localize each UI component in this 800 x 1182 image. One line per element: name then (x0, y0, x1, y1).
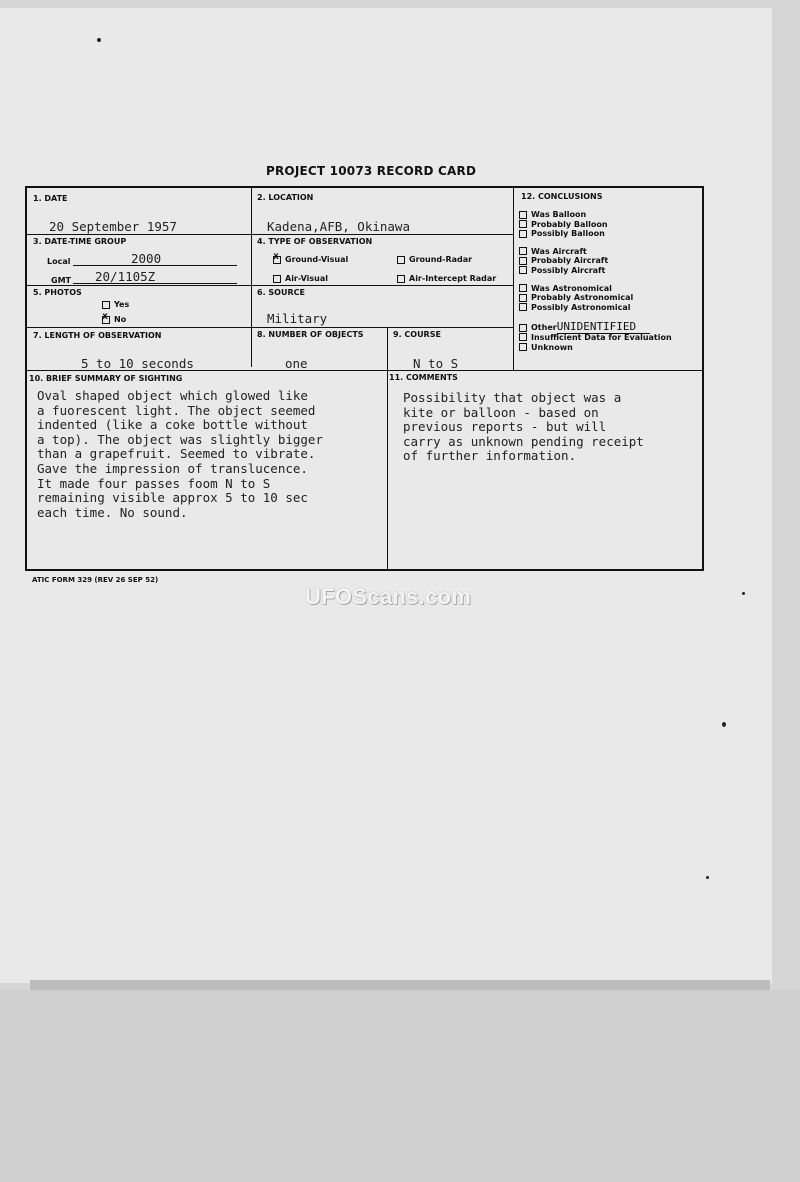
checkbox[interactable] (102, 301, 110, 309)
unknown-option[interactable] (519, 343, 672, 353)
checkbox[interactable] (519, 220, 527, 228)
summary-line: than a grapefruit. Seemed to vibrate. (37, 446, 316, 462)
comments-line: previous reports - but will (403, 419, 607, 435)
possibly-balloon-option[interactable] (519, 229, 672, 239)
probably-aircraft-option[interactable] (519, 256, 672, 266)
comments-label: 11. COMMENTS (389, 373, 458, 382)
form-identifier: ATIC FORM 329 (REV 26 SEP 52) (32, 576, 159, 584)
date-label: 1. DATE (33, 194, 68, 203)
summary-line: a fuorescent light. The object seemed (37, 402, 316, 418)
checkbox[interactable] (519, 230, 527, 238)
option-label: Was Astronomical (531, 283, 612, 293)
comments-line: of further information. (403, 448, 577, 464)
comments-line: kite or balloon - based on (403, 404, 599, 420)
location-label: 2. LOCATION (257, 193, 314, 202)
was-astronomical-option[interactable] (519, 284, 672, 294)
summary-line: a top). The object was slightly bigger (37, 431, 323, 447)
option-label: Possibly Astronomical (531, 302, 631, 312)
comments-line: carry as unknown pending receipt (403, 433, 644, 449)
ground-radar-option[interactable] (397, 255, 472, 264)
option-label: Possibly Balloon (531, 229, 605, 239)
possibly-astronomical-option[interactable] (519, 303, 672, 313)
comments-line: Possibility that object was a (403, 390, 622, 405)
local-value: 2000 (131, 251, 162, 266)
scan-speck (706, 876, 709, 879)
insufficient-data-option[interactable] (519, 333, 672, 343)
checkbox[interactable] (519, 247, 527, 255)
scan-speck (722, 722, 726, 727)
air-intercept-radar-option[interactable] (397, 274, 496, 283)
checkbox[interactable] (519, 266, 527, 274)
date-value: 20 September 1957 (49, 219, 177, 234)
number-label: 8. NUMBER OF OBJECTS (257, 330, 364, 339)
option-label: Other (531, 323, 557, 333)
summary-text (37, 389, 323, 520)
option-label: Was Balloon (531, 210, 587, 219)
source-label: 6. SOURCE (257, 288, 305, 297)
was-aircraft-option[interactable] (519, 247, 672, 257)
summary-line: Oval shaped object which glowed like (37, 388, 308, 403)
option-label: Ground-Radar (409, 255, 473, 264)
length-value: 5 to 10 seconds (81, 356, 194, 371)
option-label: No (114, 315, 127, 324)
scan-speck (97, 38, 101, 42)
divider (27, 327, 513, 328)
conclusions-label: 12. CONCLUSIONS (521, 192, 603, 201)
option-label: Possibly Aircraft (531, 265, 606, 275)
option-label: Air-Intercept Radar (409, 274, 497, 283)
other-option[interactable] (519, 322, 672, 333)
summary-line: remaining visible approx 5 to 10 sec (37, 490, 308, 506)
option-label: Was Aircraft (531, 246, 587, 256)
watermark: UFOScans.com (305, 584, 472, 609)
gmt-value: 20/1105Z (95, 269, 156, 284)
checkbox-checked[interactable] (102, 316, 110, 324)
card-title: PROJECT 10073 RECORD CARD (266, 164, 477, 178)
air-visual-option[interactable] (273, 274, 328, 283)
option-label: Ground-Visual (285, 255, 349, 264)
option-label: Yes (114, 300, 130, 309)
photos-yes-option[interactable] (102, 300, 129, 309)
summary-line: Gave the impression of translucence. (37, 460, 308, 476)
checkbox-checked[interactable] (273, 256, 281, 264)
photos-no-option[interactable] (102, 315, 126, 324)
probably-astronomical-option[interactable] (519, 293, 672, 303)
option-label: Probably Balloon (531, 219, 608, 229)
course-label: 9. COURSE (393, 330, 441, 339)
conclusions-options (519, 210, 672, 352)
course-value: N to S (413, 356, 459, 371)
option-label: Probably Aircraft (531, 256, 609, 266)
checkbox[interactable] (519, 284, 527, 292)
length-label: 7. LENGTH OF OBSERVATION (33, 331, 162, 340)
scan-speck (742, 592, 745, 595)
checkbox[interactable] (397, 256, 405, 264)
summary-label: 10. BRIEF SUMMARY OF SIGHTING (29, 374, 183, 383)
divider (251, 188, 252, 367)
gmt-label: GMT (51, 276, 71, 285)
checkbox[interactable] (519, 257, 527, 265)
checkbox[interactable] (519, 294, 527, 302)
local-label: Local (47, 257, 71, 266)
summary-line: indented (like a coke bottle without (37, 417, 308, 433)
location-value: Kadena,AFB, Okinawa (267, 219, 410, 234)
page-shadow (30, 980, 770, 990)
probably-balloon-option[interactable] (519, 220, 672, 230)
number-value: one (285, 356, 308, 371)
summary-line: It made four passes foom N to S (37, 475, 271, 491)
option-label: Insufficient Data for Evaluation (531, 332, 672, 342)
summary-line: each time. No sound. (37, 504, 188, 520)
checkbox[interactable] (519, 333, 527, 341)
checkbox[interactable] (519, 303, 527, 311)
divider (513, 188, 514, 371)
type-label: 4. TYPE OF OBSERVATION (257, 237, 373, 246)
record-card (25, 186, 704, 571)
option-label: Unknown (531, 342, 573, 352)
checkbox[interactable] (519, 324, 527, 332)
possibly-aircraft-option[interactable] (519, 266, 672, 276)
dtg-label: 3. DATE-TIME GROUP (33, 237, 127, 246)
source-value: Military (267, 311, 328, 326)
photos-label: 5. PHOTOS (33, 288, 82, 297)
option-label: Probably Astronomical (531, 293, 634, 303)
option-label: Air-Visual (285, 274, 329, 283)
ground-visual-option[interactable] (273, 255, 348, 264)
comments-text (403, 391, 644, 464)
checkbox[interactable] (519, 211, 527, 219)
scan-background (0, 990, 800, 1182)
checkbox[interactable] (397, 275, 405, 283)
divider (27, 285, 513, 286)
was-balloon-option[interactable] (519, 210, 672, 220)
checkbox[interactable] (273, 275, 281, 283)
checkbox[interactable] (519, 343, 527, 351)
other-value: UNIDENTIFIED (557, 320, 650, 334)
divider (387, 327, 388, 571)
